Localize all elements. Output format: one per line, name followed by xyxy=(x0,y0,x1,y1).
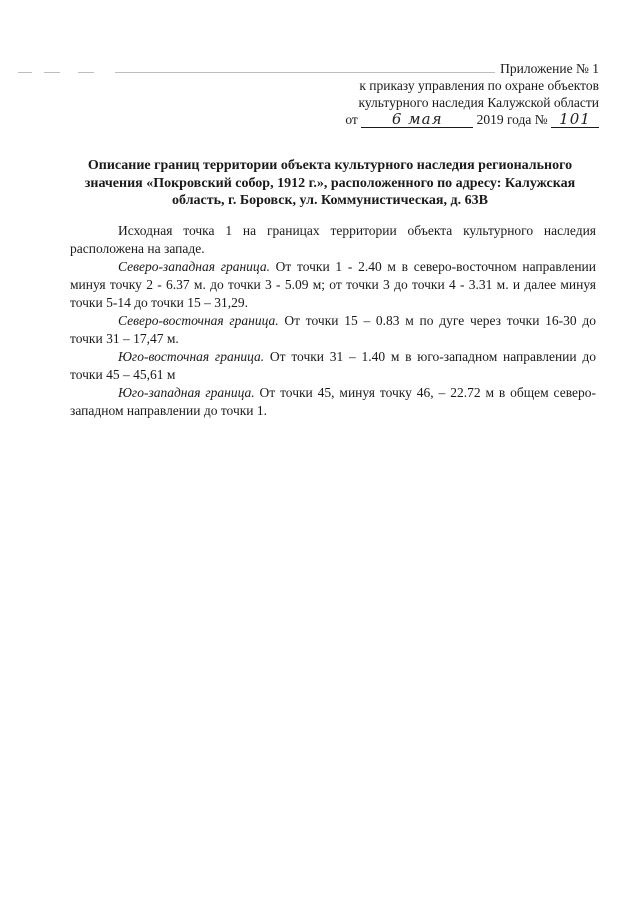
year-number-text: 2019 года № xyxy=(476,112,548,127)
handwritten-date: 6 мая xyxy=(361,112,473,128)
paragraph-intro xyxy=(70,222,596,258)
document-title: Описание границ территории объекта культурного наследия регионального значения «Покровский собор, 1912 г.», расположенного по адресу: Калужская область, г. Боровск, ул. Коммунистическая, д. 63В xyxy=(84,158,576,208)
order-date-line xyxy=(319,111,599,128)
scan-artifact xyxy=(18,72,32,73)
boundary-label: Юго-западная граница. xyxy=(118,385,255,400)
scan-artifact xyxy=(78,72,94,73)
appendix-number: Приложение № 1 xyxy=(500,61,599,76)
paragraph-text: От точки 15 – 0.83 м по дуге через точки 16-30 до точки 31 – 17,47 м. xyxy=(70,313,596,346)
date-prefix: от xyxy=(345,112,358,127)
order-reference: к приказу управления по охране объектов xyxy=(359,78,599,93)
order-authority: культурного наследия Калужской области xyxy=(358,95,599,110)
handwritten-order-number: 101 xyxy=(551,112,599,128)
paragraph-northeast xyxy=(70,312,596,348)
boundary-label: Северо-западная граница. xyxy=(118,259,270,274)
appendix-header xyxy=(319,60,599,128)
paragraph-text: От точки 31 – 1.40 м в юго-западном направлении до точки 45 – 45,61 м xyxy=(70,349,596,382)
paragraph-text: От точки 45, минуя точку 46, – 22.72 м в общем северо-западном направлении до точки 1. xyxy=(70,385,596,418)
paragraph-text: От точки 1 - 2.40 м в северо-восточном направлении минуя точку 2 - 6.37 м. до точки 3 - 5.09 м; от точки 3 до точки 4 - 3.31 м. и далее минуя точки 5-14 до точки 15 – 31,29. xyxy=(70,259,596,310)
boundary-label: Юго-восточная граница. xyxy=(118,349,265,364)
paragraph-text: Исходная точка 1 на границах территории объекта культурного наследия расположена на западе. xyxy=(70,223,596,256)
document-body xyxy=(70,222,596,420)
paragraph-northwest xyxy=(70,258,596,312)
paragraph-southwest xyxy=(70,384,596,420)
boundary-label: Северо-восточная граница. xyxy=(118,313,279,328)
scan-artifact xyxy=(44,72,60,73)
paragraph-southeast xyxy=(70,348,596,384)
